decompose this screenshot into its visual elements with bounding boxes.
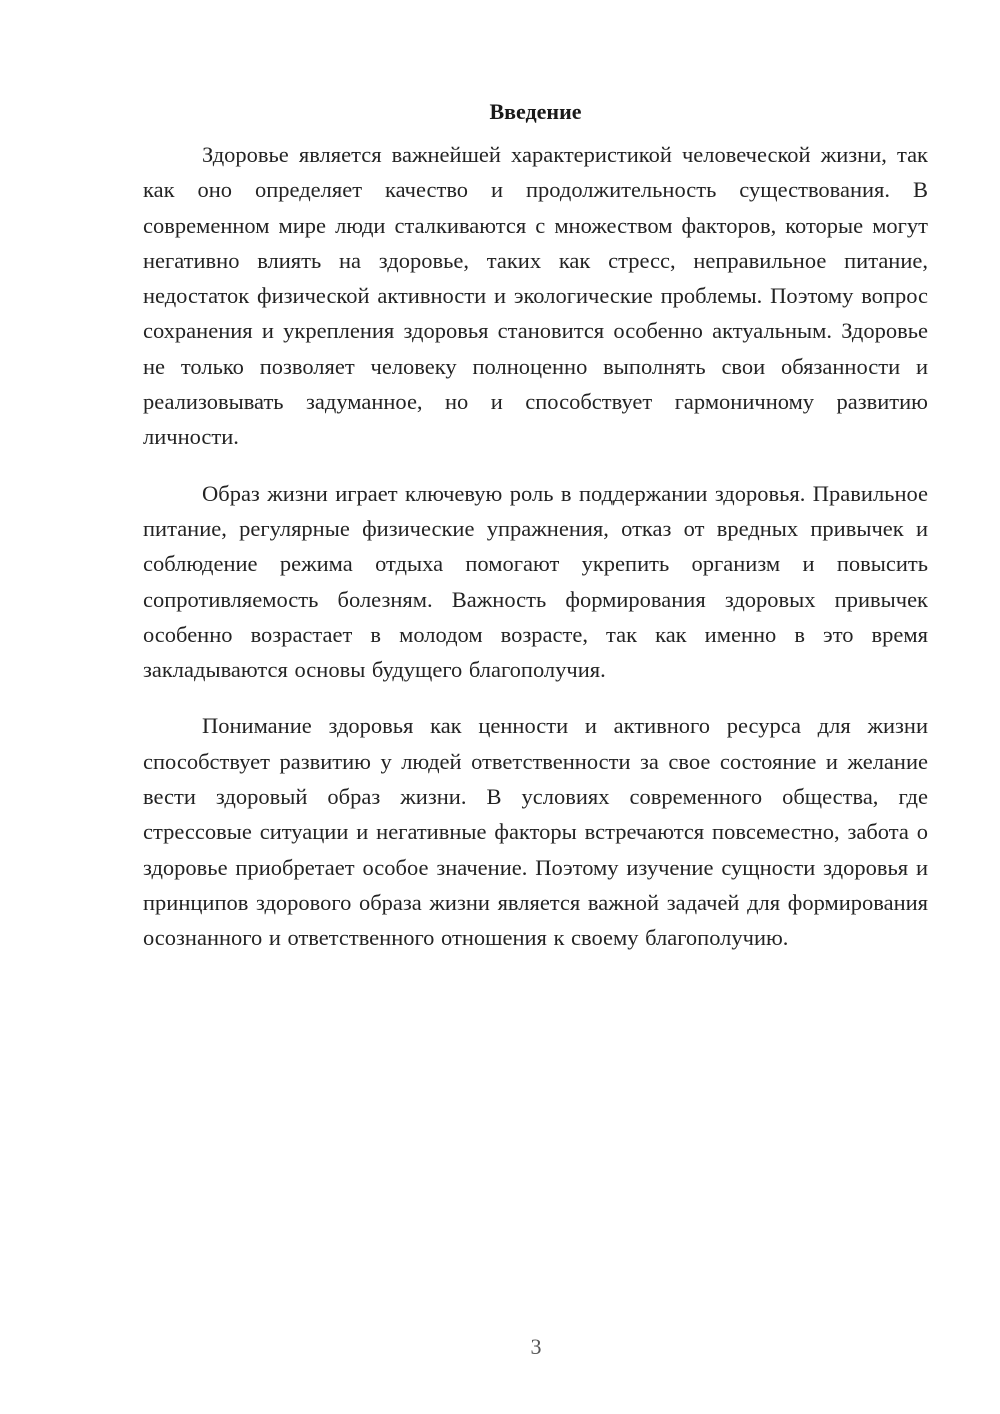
document-body [143,96,928,977]
paragraph-3: Понимание здоровья как ценности и активного ресурса для жизни способствует развитию у людей ответственности за свое состояние и желание вести здоровый образ жизни. В условиях современного общества, где стрессовые ситуации и негативные факторы встречаются повсеместно, забота о здоровье приобретает особое значение. Поэтому изучение сущности здоровья и принципов здорового образа жизни является важной задачей для формирования осознанного и ответственного отношения к своему благополучию. [143,713,928,951]
paragraph-1: Здоровье является важнейшей характеристикой человеческой жизни, так как оно определяет качество и продолжительность существования. В современном мире люди сталкиваются с множеством факторов, которые могут негативно влиять на здоровье, таких как стресс, неправильное питание, недостаток физической активности и экологические проблемы. Поэтому вопрос сохранения и укрепления здоровья становится особенно актуальным. Здоровье не только позволяет человеку полноценно выполнять свои обязанности и реализовывать задуманное, но и способствует гармоничному развитию личности. [143,142,928,450]
section-title: Введение [489,99,582,124]
page-number: 3 [530,1334,542,1359]
paragraph-2: Образ жизни играет ключевую роль в поддержании здоровья. Правильное питание, регулярные физические упражнения, отказ от вредных привычек и соблюдение режима отдыха помогают укрепить организм и повысить сопротивляемость болезням. Важность формирования здоровых привычек особенно возрастает в молодом возрасте, так как именно в это время закладываются основы будущего благополучия. [143,480,928,683]
